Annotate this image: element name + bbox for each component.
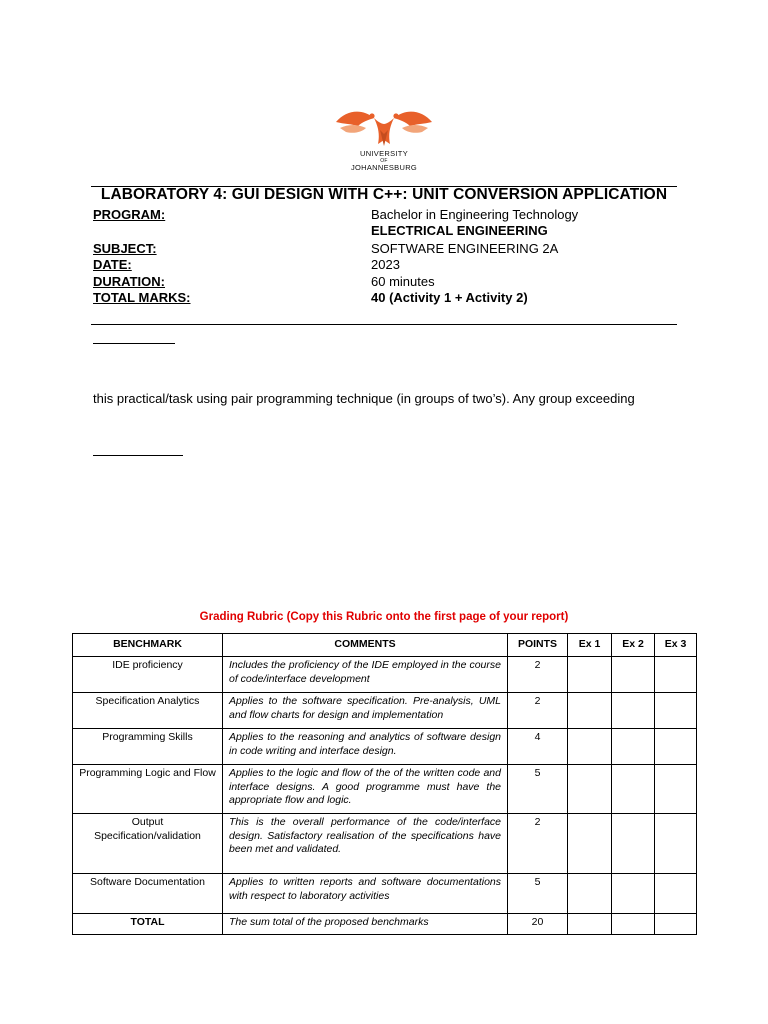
ex1-total-cell[interactable] [568,914,612,935]
ex3-cell[interactable] [655,765,697,814]
total-marks-value: 40 (Activity 1 + Activity 2) [371,290,528,305]
header-ex1: Ex 1 [568,634,612,657]
ex2-cell[interactable] [612,874,655,914]
ex1-cell[interactable] [568,729,612,765]
comment-cell: This is the overall performance of the code/interface design. Satisfactory realisation of the specifications have been met and validated. [223,814,508,874]
comment-cell: Includes the proficiency of the IDE employed in the course of code/interface development [223,657,508,693]
logo-line-johannesburg: JOHANNESBURG [350,163,418,172]
ex2-cell[interactable] [612,693,655,729]
header-ex2: Ex 2 [612,634,655,657]
header-ex3: Ex 3 [655,634,697,657]
ex3-cell[interactable] [655,729,697,765]
date-label: DATE: [93,257,132,272]
ex1-cell[interactable] [568,814,612,874]
header-benchmark: BENCHMARK [73,634,223,657]
ex3-cell[interactable] [655,814,697,874]
table-row [73,693,697,729]
ex3-cell[interactable] [655,657,697,693]
benchmark-cell: Software Documentation [73,874,223,914]
duration-label: DURATION: [93,274,165,289]
logo-line-university: UNIVERSITY [359,149,408,158]
subject-label: SUBJECT: [93,241,157,256]
duration-value: 60 minutes [371,274,435,289]
ex1-cell[interactable] [568,874,612,914]
points-cell: 5 [508,874,568,914]
bottom-rule [91,324,677,325]
ex1-cell[interactable] [568,765,612,814]
table-row [73,874,697,914]
comment-cell: Applies to written reports and software documentations with respect to laboratory activities [223,874,508,914]
total-points-cell: 20 [508,914,568,935]
benchmark-cell: Specification Analytics [73,693,223,729]
ex2-cell[interactable] [612,729,655,765]
ex3-cell[interactable] [655,874,697,914]
ex1-cell[interactable] [568,657,612,693]
comment-cell: Applies to the software specification. Pre-analysis, UML and flow charts for design and implementation [223,693,508,729]
ex3-cell[interactable] [655,693,697,729]
header-points: POINTS [508,634,568,657]
grading-rubric-table [72,633,697,935]
section-heading-underline [93,343,175,344]
total-label-cell: TOTAL [73,914,223,935]
table-header-row [73,634,697,657]
rubric-title: Grading Rubric (Copy this Rubric onto the first page of your report) [199,611,569,623]
date-value: 2023 [371,257,400,272]
ex2-cell[interactable] [612,657,655,693]
instruction-paragraph: this practical/task using pair programming technique (in groups of two’s). Any group exceeding [93,391,635,406]
table-row [73,657,697,693]
section-heading-underline-2 [93,455,183,456]
total-comment-cell: The sum total of the proposed benchmarks [223,914,508,935]
points-cell: 4 [508,729,568,765]
subject-value: SOFTWARE ENGINEERING 2A [371,241,559,256]
table-row [73,814,697,874]
points-cell: 2 [508,693,568,729]
total-marks-label: TOTAL MARKS: [93,290,191,305]
header-comments: COMMENTS [223,634,508,657]
benchmark-cell: Programming Logic and Flow [73,765,223,814]
ex1-cell[interactable] [568,693,612,729]
page-title: LABORATORY 4: GUI DESIGN WITH C++: UNIT CONVERSION APPLICATION [100,186,668,203]
ex2-cell[interactable] [612,765,655,814]
benchmark-cell: IDE proficiency [73,657,223,693]
program-value-2: ELECTRICAL ENGINEERING [371,223,548,238]
phoenix-emblem-icon [328,100,440,150]
logo-line-of: OF [380,158,388,164]
total-row [73,914,697,935]
comment-cell: Applies to the logic and flow of the of the written code and interface designs. A good programme must have the appropriate flow and logic. [223,765,508,814]
points-cell: 2 [508,657,568,693]
table-row [73,729,697,765]
ex2-total-cell[interactable] [612,914,655,935]
university-logo [328,100,440,178]
ex2-cell[interactable] [612,814,655,874]
program-value: Bachelor in Engineering Technology [371,207,579,222]
comment-cell: Applies to the reasoning and analytics of software design in code writing and interface design. [223,729,508,765]
table-row [73,765,697,814]
ex3-total-cell[interactable] [655,914,697,935]
points-cell: 2 [508,814,568,874]
benchmark-cell: Programming Skills [73,729,223,765]
program-label: PROGRAM: [93,207,166,222]
points-cell: 5 [508,765,568,814]
benchmark-cell: Output Specification/validation [73,814,223,874]
